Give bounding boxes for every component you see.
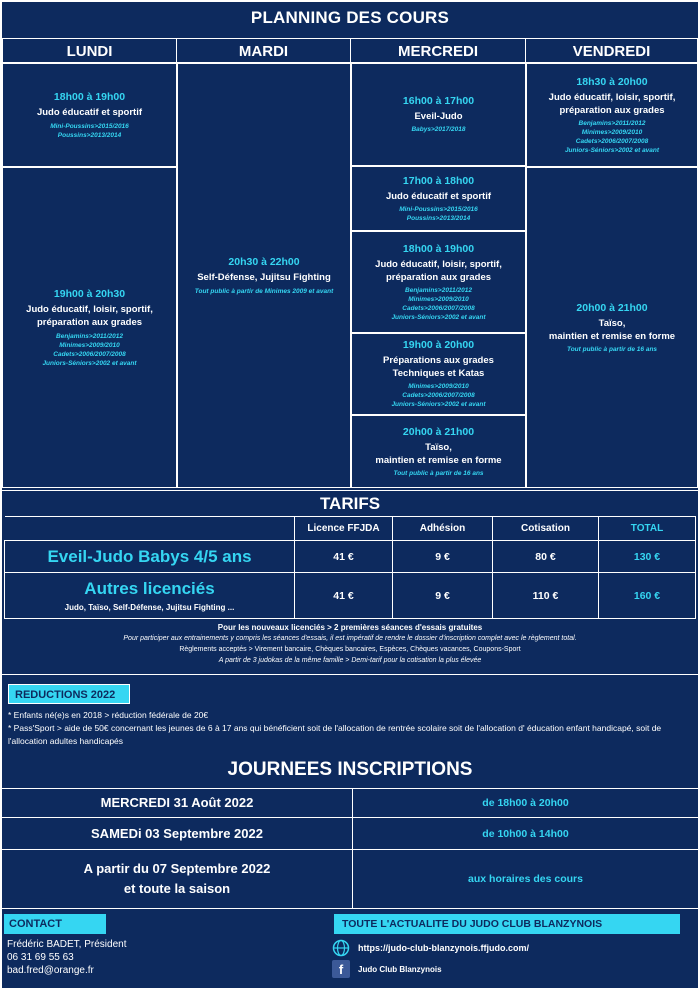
course-time: 19h00 à 20h30 [53,287,126,300]
course-time: 16h00 à 17h00 [402,95,475,107]
course-cell [351,231,526,333]
facebook-link[interactable]: Judo Club Blanzynois [358,964,442,974]
course-cell [2,167,177,488]
course-cell [526,167,698,488]
course-group: Tout public à partir de 16 ans [393,469,484,477]
course-group: Tout public à partir de 16 ans [566,345,658,353]
contact-email[interactable]: bad.fred@orange.fr [7,965,94,976]
row-label [5,541,295,573]
inscription-hours: de 18h00 à 20h00 [482,797,569,809]
tarifs-table [4,516,696,619]
course-activity: Techniques et Katas [392,368,485,379]
list-item: * Enfants né(e)s en 2018 > réduction fédérale de 20€ [8,710,209,720]
course-group: Minimes>2009/2010 [581,128,643,136]
contact-title: CONTACT [4,914,106,934]
course-activity: Taïso, [598,317,626,329]
course-group: Cadets>2006/2007/2008 [402,304,475,312]
course-time: 18h00 à 19h00 [402,242,475,255]
divider [2,674,698,675]
tarif-label: Autres licenciés [84,579,215,598]
course-time: 17h00 à 18h00 [402,174,475,187]
course-time: 20h00 à 21h00 [402,425,475,438]
column-header: Licence FFJDA [295,517,393,541]
table-cell: 110 € [493,573,599,619]
course-cell [351,166,526,231]
course-time: 18h00 à 19h00 [53,90,126,103]
course-group: Minimes>2009/2010 [408,383,469,390]
course-activity: Préparations aux grades [383,355,494,366]
course-time: 18h30 à 20h00 [576,75,648,88]
table-cell: 80 € [493,541,599,573]
course-activity: Eveil-Judo [414,111,463,122]
inscription-date: MERCREDI 31 Août 2022 [2,789,353,817]
note-line: Pour participer aux entrainements y compris les séances d'essais, il est impératif de rendre le dossier d'inscription complet avec le règlement total. [123,635,577,642]
course-group: Juniors-Séniors>2002 et avant [391,401,486,408]
day-header-lundi: LUNDI [2,38,177,63]
course-cell [351,63,526,166]
course-activity: Judo éducatif, loisir, sportif, [26,303,153,315]
contact-info [7,938,127,977]
inscription-date: SAMEDi 03 Septembre 2022 [2,818,353,849]
course-activity: préparation aux grades [36,316,143,328]
website-link[interactable]: https://judo-club-blanzynois.ffjudo.com/ [358,943,529,953]
course-time: 19h00 à 20h00 [402,339,475,351]
tarif-label: Eveil-Judo Babys 4/5 ans [47,546,252,566]
course-activity: Taïso, [425,441,452,453]
course-time: 20h00 à 21h00 [576,301,648,314]
day-header-mardi: MARDI [177,38,351,63]
facebook-icon: f [332,960,350,978]
column-header: Cotisation [493,517,599,541]
table-cell-total: 160 € [599,573,696,619]
contact-name: Frédéric BADET, Président [7,939,127,950]
list-item: * Pass'Sport > aide de 50€ concernant les jeunes de 6 à 17 ans qui bénéficient soit de l'allocation de rentrée scolaire soit de l'allocation d' éducation enfant handicapé, soit de l'allocation adultes handicapés [8,723,662,746]
course-time: 20h30 à 22h00 [228,255,300,268]
course-group: Juniors-Séniors>2002 et avant [42,359,137,367]
note-line: Règlements acceptés > Virement bancaire, Chèques bancaires, Espèces, Chèques vacances, Coupons-Sport [179,646,521,653]
course-cell [2,63,177,167]
course-group: Cadets>2006/2007/2008 [575,137,649,145]
table-cell-total: 130 € [599,541,696,573]
tarif-sublabel: Judo, Taïso, Self-Défense, Jujitsu Fighting ... [64,603,235,612]
schedule-grid [2,38,698,488]
course-group: Poussins>2013/2014 [406,214,471,222]
inscriptions-title: JOURNEES INSCRIPTIONS [227,759,473,780]
course-group: Juniors-Séniors>2002 et avant [564,146,660,154]
table-row [5,541,696,573]
table-cell: 41 € [295,541,393,573]
course-cell [177,63,351,488]
course-group: Cadets>2006/2007/2008 [53,350,126,358]
table-cell: 9 € [393,573,493,619]
course-activity: préparation aux grades [385,271,492,283]
facebook-row[interactable] [332,960,442,978]
course-group: Minimes>2009/2010 [59,341,120,349]
course-group: Babys>2017/2018 [411,126,466,133]
course-activity: Self-Défense, Jujitsu Fighting [197,271,331,283]
course-group: Tout public à partir de Minimes 2009 et avant [194,287,334,295]
course-group: Poussins>2013/2014 [57,131,122,139]
course-cell [351,415,526,488]
inscription-date-line: et toute la saison [123,881,231,896]
course-cell [526,63,698,167]
reductions-list [8,709,688,748]
note-line: A partir de 3 judokas de la même famille > Demi-tarif pour la cotisation la plus élevée [218,657,482,664]
course-group: Cadets>2006/2007/2008 [402,392,475,399]
inscription-date-line: A partir du 07 Septembre 2022 [83,861,271,876]
header-empty [5,517,295,541]
course-group: Benjamins>2011/2012 [56,332,123,340]
course-group: Benjamins>2011/2012 [578,119,646,127]
course-activity: Judo éducatif et sportif [385,190,492,202]
course-activity: Judo éducatif, loisir, sportif, [548,91,676,103]
course-group: Minimes>2009/2010 [408,295,469,303]
note-line: Pour les nouveaux licenciés > 2 premières séances d'essais gratuites [217,623,483,632]
tarifs-title: TARIFS [2,490,698,516]
row-label [5,573,295,619]
inscription-row [2,817,698,849]
day-header-vendredi: VENDREDI [526,38,698,63]
website-row[interactable] [332,939,529,957]
course-group: Mini-Poussins>2015/2016 [399,205,478,213]
course-cell [351,333,526,415]
globe-icon [332,939,350,957]
course-activity: préparation aux grades [559,104,665,116]
news-title: TOUTE L'ACTUALITE DU JUDO CLUB BLANZYNOIS [334,914,680,934]
reductions-title: REDUCTIONS 2022 [8,684,130,704]
day-header-mercredi: MERCREDI [351,38,526,63]
table-row [5,517,696,541]
page-title: PLANNING DES COURS [250,8,450,27]
course-activity: maintien et remise en forme [375,454,502,466]
inscription-row [2,788,698,817]
table-cell: 9 € [393,541,493,573]
inscription-hours: aux horaires des cours [468,873,583,885]
inscription-row [2,849,698,909]
inscription-hours: de 10h00 à 14h00 [482,827,569,840]
tarif-notes [2,622,698,666]
column-header: Adhésion [393,517,493,541]
inscription-date [2,850,353,908]
course-activity: maintien et remise en forme [548,330,676,342]
column-header-total: TOTAL [599,517,696,541]
table-cell: 41 € [295,573,393,619]
contact-phone[interactable]: 06 31 69 55 63 [7,952,74,963]
course-group: Juniors-Séniors>2002 et avant [391,313,486,321]
course-group: Mini-Poussins>2015/2016 [50,122,129,130]
course-activity: Judo éducatif et sportif [36,106,143,118]
table-row [5,573,696,619]
course-group: Benjamins>2011/2012 [405,286,472,294]
course-activity: Judo éducatif, loisir, sportif, [375,258,502,270]
